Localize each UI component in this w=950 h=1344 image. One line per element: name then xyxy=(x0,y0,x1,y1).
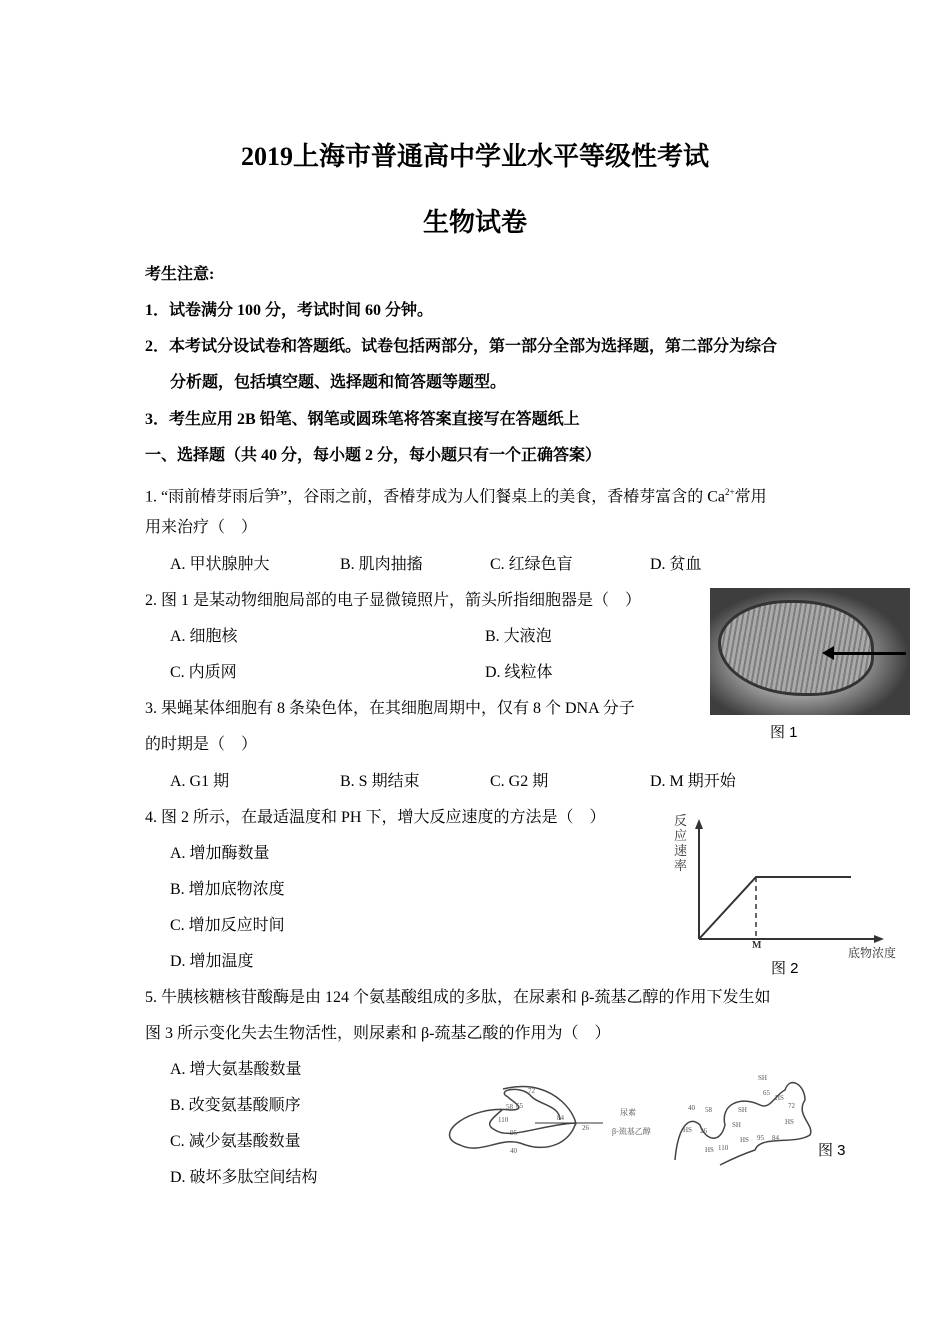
mitochondrion-image xyxy=(718,600,874,696)
question-3-text: 的时期是（ ） xyxy=(145,736,258,753)
arrow-top-label: 尿素 xyxy=(620,1108,636,1117)
question-1-text xyxy=(145,482,767,507)
question-1-text: 用来治疗（ ） xyxy=(145,519,258,536)
residue-label: SH xyxy=(732,1121,741,1129)
residue-label: 72 xyxy=(528,1087,535,1095)
option: A. 甲状腺肿大 xyxy=(170,556,270,573)
arrow-bottom-label: β-巯基乙醇 xyxy=(612,1127,651,1136)
x-mark-m: M xyxy=(752,940,762,951)
residue-label: 110 xyxy=(498,1116,509,1124)
option: B. S 期结束 xyxy=(340,773,420,790)
residue-label: 110 xyxy=(718,1144,729,1152)
q1-text: 1. “雨前椿芽雨后笋”，谷雨之前，香椿芽成为人们餐桌上的美食，香椿芽富含的 Ca xyxy=(145,488,725,506)
figure-1-caption: 图 1 xyxy=(770,724,798,741)
option: C. 减少氨基酸数量 xyxy=(170,1133,301,1150)
residue-label: 26 xyxy=(700,1127,707,1135)
y-axis-arrow-icon xyxy=(695,819,703,829)
residue-label: HS xyxy=(740,1136,749,1144)
option: B. 大液泡 xyxy=(485,628,552,645)
option: C. G2 期 xyxy=(490,773,549,790)
notice-item: 分析题，包括填空题、选择题和简答题等题型。 xyxy=(170,374,507,391)
notice-heading: 考生注意: xyxy=(145,266,215,283)
option: B. 肌肉抽搐 xyxy=(340,556,423,573)
option: A. 细胞核 xyxy=(170,628,238,645)
notice-item: 2．本考试分设试卷和答题纸。试卷包括两部分，第一部分全部为选择题，第二部分为综合 xyxy=(145,338,778,355)
option: B. 增加底物浓度 xyxy=(170,881,285,898)
residue-label: 40 xyxy=(510,1147,517,1155)
residue-label: SH xyxy=(738,1106,747,1114)
residue-label: 26 xyxy=(582,1124,589,1132)
x-axis-arrow-icon xyxy=(874,935,884,943)
q1-text-end: 常用 xyxy=(734,488,767,506)
residue-label: 65 xyxy=(763,1089,770,1097)
residue-label: HS xyxy=(705,1146,714,1154)
question-3-text: 3. 果蝇某体细胞有 8 条染色体，在其细胞周期中，仅有 8 个 DNA 分子 xyxy=(145,700,635,717)
option: A. 增加酶数量 xyxy=(170,845,270,862)
q1-sup: 2+ xyxy=(724,487,735,497)
residue-label: HS xyxy=(683,1126,692,1134)
notice-item: 3．考生应用 2B 铅笔、钢笔或圆珠笔将答案直接写在答题纸上 xyxy=(145,411,580,428)
residue-label: 72 xyxy=(788,1102,795,1110)
exam-subtitle: 生物试卷 xyxy=(422,208,527,237)
option: B. 改变氨基酸顺序 xyxy=(170,1097,301,1114)
option: C. 红绿色盲 xyxy=(490,556,573,573)
option: D. M 期开始 xyxy=(650,773,736,790)
arrow-icon xyxy=(828,652,906,655)
rate-curve xyxy=(699,877,851,939)
residue-label: HS xyxy=(785,1118,794,1126)
y-axis-label: 反应速率 xyxy=(674,813,688,873)
question-4-text: 4. 图 2 所示，在最适温度和 PH 下，增大反应速度的方法是（ ） xyxy=(145,809,606,826)
residue-label: 84 xyxy=(772,1134,779,1142)
residue-label: 65 xyxy=(516,1102,523,1110)
question-5-text: 5. 牛胰核糖核苷酸酶是由 124 个氨基酸组成的多肽，在尿素和 β-巯基乙醇的作用下发生如 xyxy=(145,989,771,1006)
residue-label: 84 xyxy=(557,1114,564,1122)
notice-item: 1．试卷满分 100 分，考试时间 60 分钟。 xyxy=(145,302,434,319)
option: D. 贫血 xyxy=(650,556,702,573)
exam-title: 2019上海市普通高中学业水平等级性考试 xyxy=(240,142,709,171)
residue-label: 58 xyxy=(705,1106,712,1114)
x-axis-label: 底物浓度 xyxy=(848,946,897,960)
figure-3-caption: 图 3 xyxy=(818,1142,846,1159)
option: D. 线粒体 xyxy=(485,664,553,681)
residue-label: HS xyxy=(775,1094,784,1102)
residue-label: 40 xyxy=(688,1104,695,1112)
figure-3-diagram xyxy=(420,1065,860,1175)
option: C. 内质网 xyxy=(170,664,237,681)
residue-label: SH xyxy=(758,1074,767,1082)
residue-label: 58 xyxy=(506,1103,513,1111)
question-2-text: 2. 图 1 是某动物细胞局部的电子显微镜照片，箭头所指细胞器是（ ） xyxy=(145,592,642,609)
question-5-text: 图 3 所示变化失去生物活性，则尿素和 β-巯基乙酸的作用为（ ） xyxy=(145,1025,611,1042)
figure-1-micrograph xyxy=(710,588,910,715)
option: A. G1 期 xyxy=(170,773,230,790)
option: C. 增加反应时间 xyxy=(170,917,285,934)
option: D. 增加温度 xyxy=(170,953,254,970)
residue-label: 95 xyxy=(757,1134,764,1142)
figure-2-caption: 图 2 xyxy=(771,960,799,977)
residue-label: 95 xyxy=(510,1129,517,1137)
section-heading: 一、选择题（共 40 分，每小题 2 分，每小题只有一个正确答案） xyxy=(145,447,602,464)
option: A. 增大氨基酸数量 xyxy=(170,1061,302,1078)
option: D. 破坏多肽空间结构 xyxy=(170,1169,318,1186)
